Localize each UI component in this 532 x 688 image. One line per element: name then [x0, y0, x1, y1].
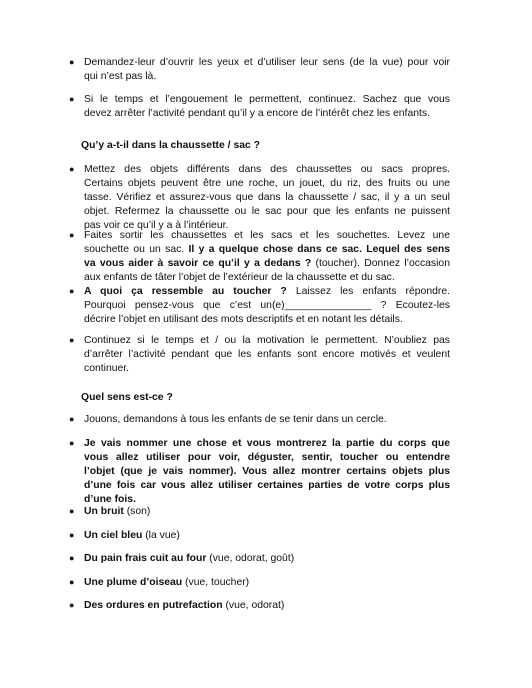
text-fragment: (la vue)	[142, 530, 180, 541]
text-fragment: (vue, odorat)	[222, 600, 285, 611]
text-line: objet. Refermez la chaussette ou le sac pour que les enfants ne puissent	[84, 205, 450, 217]
bullet-icon: ●	[69, 57, 75, 67]
text-line: qui n’est pas là.	[84, 70, 157, 82]
text-fragment: (toucher). Donnez l’occasion	[311, 257, 450, 269]
bullet-icon: ●	[69, 164, 75, 174]
bullet-icon: ●	[69, 335, 75, 345]
bold-text: Une plume d’oiseau	[84, 577, 183, 588]
bullet-icon: ●	[69, 286, 75, 296]
bold-text: va vous aider à savoir ce qu’il y a dedans ?	[84, 257, 312, 269]
list-item	[69, 437, 450, 507]
list-item	[69, 56, 450, 84]
text-line: Mettez des objets différents dans des chaussettes ou sacs propres.	[84, 164, 450, 175]
text-line	[84, 599, 450, 613]
section-heading: Qu’y a-t-il dans la chaussette / sac ?	[81, 140, 261, 151]
bold-text: Un bruit	[84, 506, 124, 517]
text-line: Jouons, demandons à tous les enfants de se tenir dans un cercle.	[84, 414, 387, 425]
text-line: Faites sortir les chaussettes et les sacs et les souchettes. Levez une	[84, 230, 450, 241]
bold-text: Du pain frais cuit au four	[84, 553, 207, 564]
list-item	[69, 163, 450, 233]
section-heading: Quel sens est-ce ?	[81, 392, 173, 403]
text-line: Si le temps et l’engouement le permettent, continuez. Sachez que vous	[84, 94, 450, 105]
bullet-icon: ●	[69, 230, 75, 240]
list-item	[69, 285, 451, 327]
bullet-icon: ●	[69, 94, 75, 104]
text-fragment: (son)	[123, 506, 151, 517]
text-line	[84, 285, 450, 299]
list-item	[69, 529, 450, 543]
list-item	[69, 413, 450, 427]
text-fragment: (vue, odorat, goût)	[206, 553, 295, 564]
text-line: Pourquoi pensez-vous que c’est un(e)_______________ ? Ecoutez-les	[84, 299, 450, 311]
text-line: pas voir ce qu’il y a à l’intérieur.	[84, 219, 229, 231]
text-line: d’arrêter l’activité pendant que les enfants sont encore motivés et veulent	[84, 348, 450, 360]
bold-text: Des ordures en putrefaction	[84, 600, 223, 611]
text-line: vous allez utiliser pour voir, déguster, sentir, toucher ou entendre	[84, 451, 450, 463]
list-item	[69, 505, 450, 519]
list-item	[69, 334, 450, 376]
text-fragment: souchette ou un sac.	[84, 243, 189, 255]
list-item	[69, 576, 450, 590]
text-line: d’une fois.	[84, 493, 136, 505]
bullet-icon: ●	[69, 506, 75, 516]
bullet-icon: ●	[69, 553, 75, 563]
text-line	[84, 576, 450, 590]
list-item	[69, 229, 451, 285]
text-line: Certains objets peuvent être une roche, un jouet, du riz, des fruits ou une	[84, 177, 450, 189]
text-line: Demandez-leur d’ouvrir les yeux et d’utiliser leur sens (de la vue) pour voir	[84, 57, 450, 68]
list-item	[69, 93, 450, 121]
text-line: décrire l’objet en utilisant des mots descriptifs et en notant les détails.	[84, 313, 403, 325]
text-line: Je vais nommer une chose et vous montrerez la partie du corps que	[84, 438, 450, 449]
text-line: devez arrêter l’activité pendant qu’il y a encore de l’intérêt chez les enfants.	[84, 107, 430, 119]
bullet-icon: ●	[69, 530, 75, 540]
bold-text: Il y a quelque chose dans ce sac. Lequel des sens	[188, 243, 451, 255]
list-item	[69, 599, 450, 613]
text-fragment: (vue, toucher)	[182, 577, 250, 588]
text-line	[84, 529, 450, 543]
bullet-icon: ●	[69, 438, 75, 448]
bold-text: Un ciel bleu	[84, 530, 143, 541]
text-line: d’une fois car vous allez utiliser certaines parties de votre corps plus	[84, 479, 450, 491]
text-fragment: Laissez les enfants répondre.	[286, 286, 451, 297]
list-item	[69, 552, 450, 566]
bold-text: A quoi ça ressemble au toucher ?	[84, 286, 287, 297]
bullet-icon: ●	[69, 577, 75, 587]
text-line: aux enfants de tâter l’objet de l’extérieur de la chaussette et du sac.	[84, 271, 395, 283]
text-line	[84, 257, 450, 271]
text-line: Continuez si le temps et / ou la motivation le permettent. N’oubliez pas	[84, 335, 450, 346]
text-line: l’objet (que je vais nommer). Vous allez montrer certains objets plus	[84, 465, 450, 477]
text-line	[84, 243, 450, 257]
bullet-icon: ●	[69, 600, 75, 610]
text-line: tasse. Vérifiez et assurez-vous que dans la chaussette / sac, il y a un seul	[84, 191, 450, 203]
text-line	[84, 552, 450, 566]
text-line: continuer.	[84, 362, 130, 374]
text-line	[84, 505, 450, 519]
bullet-icon: ●	[69, 414, 75, 424]
